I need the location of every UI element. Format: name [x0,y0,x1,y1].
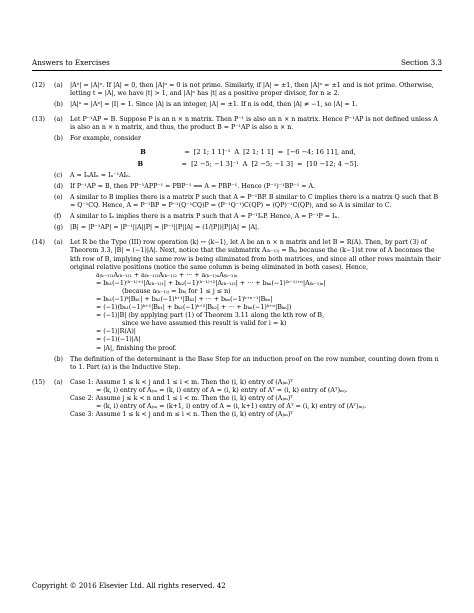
exercise-number: (13) [32,116,45,124]
derivation-line: (because a₍ₖ₋₁₎ⱼ = bₖⱼ for 1 ≤ j ≤ n) [122,287,231,295]
derivation-line: since we have assumed this result is valid for i = k) [122,320,287,328]
part-a: (a) |Aⁿ| = |A|ⁿ. If |A| = 0, then |A|ⁿ = 0 is not prime. Similarly, if |A| = ±1, then |A|ⁿ = ±1 and is not prime. Otherwise, letting t = |A|, we have |t| > 1, and |A|ⁿ has |t| as a positive proper divisor, for n ≥ 2. [54,82,434,98]
part-a: (a) Case 1: Assume 1 ≤ k < j and 1 ≤ i < m. Then the (i, k) entry of (Aⱼₘ)ᵀ = (k, i) entry of Aⱼₘ = (k, i) entry of A = (i, k) entry of Aᵀ = (i, k) entry of (Aᵀ)ₘⱼ. Case 2: Assume j ≤ k < n and 1 ≤ i < m. Then the (i, k) entry of (Aⱼₘ)ᵀ = (k, i) entry of Aⱼₘ = (k+1, i) entry of A = (i, k+1) entry of Aᵀ = (i, k) entry of (Aᵀ)ₘⱼ. Case 3: Assume 1 ≤ k < j and m ≤ i < n. Then the (i, k) entry of (Aⱼₘ)ᵀ [54,379,442,419]
exercise-number: (14) [32,239,45,247]
part-c: (c) A = IₙAIₙ = Iₙ⁻¹AIₙ. [54,171,131,179]
case-line: = (k, i) entry of Aⱼₘ = (k, i) entry of A = (i, k) entry of Aᵀ = (i, k) entry of (Aᵀ)ₘⱼ. [96,386,348,394]
content [32,82,442,426]
page-header [32,58,442,67]
part-g: (g) |B| = |P⁻¹AP| = |P⁻¹||A||P| = |P⁻¹||P||A| = (1/|P|)|P||A| = |A|. [54,224,260,232]
part-b: (b) The definition of the determinant is the Base Step for an induction proof on the row number, counting down from n to 1. Part (a) is the Inductive Step. [54,355,439,371]
derivation-line: = (−1)|B| (by applying part (1) of Theorem 3.11 along the kth row of B, [96,312,325,320]
exercise-13 [32,116,442,235]
derivation-line: = bₖ₁(−1)⁽ᵏ⁻¹⁾⁺¹|A₍ₖ₋₁₎₁| + bₖ₂(−1)⁽ᵏ⁻¹⁾⁺²|A₍ₖ₋₁₎₂| + ··· + bₖₙ(−1)⁽ᵏ⁻¹⁾⁺ⁿ|A₍ₖ₋₁₎ₙ| [96,279,326,287]
part-d: (d) If P⁻¹AP = B, then PP⁻¹APP⁻¹ = PBP⁻¹ ⟹ A = PBP⁻¹. Hence (P⁻¹)⁻¹BP⁻¹ = A. [54,182,316,190]
matrix-equation-1: B = [2 1; 1 1]⁻¹ A [2 1; 1 1] = [−6 −4; 16 11] , and, [140,147,356,156]
part-b: (b) For example, consider [54,135,141,143]
matrix-equation-2: B = [2 −5; −1 3]⁻¹ A [2 −5; −1 3] = [10 −12; 4 −5] . [137,159,359,168]
case-line: Case 1: Assume 1 ≤ k < j and 1 ≤ i < m. Then the (i, k) entry of (Aⱼₘ)ᵀ [70,378,293,386]
derivation-line: a₍ₖ₋₁₎₁A₍ₖ₋₁₎₁ + a₍ₖ₋₁₎₂A₍ₖ₋₁₎₂ + ··· + a₍ₖ₋₁₎ₙA₍ₖ₋₁₎ₙ [96,271,238,279]
part-b: (b) |A|ⁿ = |Aⁿ| = |I| = 1. Since |A| is an integer, |A| = ±1. If n is odd, then |A| ≠ −1, so |A| = 1. [54,101,358,109]
part-a: (a) Let P⁻¹AP = B. Suppose P is an n × n matrix. Then P⁻¹ is also an n × n matrix. Hence P⁻¹AP is not defined unless A is also an n × n matrix, and thus, the product B = P⁻¹AP is also n × n. [54,116,438,132]
part-e: (e) A similar to B implies there is a matrix P such that A = P⁻¹BP. B similar to C implies there is a matrix Q such that B = Q⁻¹CQ. Hence, A = P⁻¹BP = P⁻¹(Q⁻¹CQ)P = (P⁻¹Q⁻¹)C(QP) = (QP)⁻¹C(QP), and so A is similar to C. [54,193,439,210]
case-line: Case 2: Assume j ≤ k < n and 1 ≤ i < m. Then the (i, k) entry of (Aⱼₘ)ᵀ [70,395,293,402]
exercise-12 [32,82,442,112]
exercise-number: (15) [32,378,45,386]
exercise-15 [32,379,442,422]
part-a: (a) Let R be the Type (III) row operation ⟨k⟩ ↔ ⟨k−1⟩, let A be an n × n matrix and let B = R(A). Then, by part (3) of Theorem 3.3, |B| = (−1)|A|. Next, notice that the submatrix A₍ₖ₋₁₎ⱼ = Bₖⱼ because the (k−1)st row of A becomes the kth row of B, implying the same row is being eliminated from both matrices, and since all other rows maintain their original relative positions (notice the same column is being eliminated in both cases). Hence, a₍ₖ₋₁₎₁A₍ₖ₋₁₎₁ + a₍ₖ₋₁₎₂A₍ₖ₋₁₎₂ + ··· + a₍ₖ₋₁₎ₙA₍ₖ₋₁₎ₙ = bₖ₁(−1)⁽ᵏ⁻¹⁾⁺¹|A₍ₖ₋₁₎₁| + bₖ₂(−1)⁽ᵏ⁻¹⁾⁺²|A₍ₖ₋₁₎₂| + ··· + bₖₙ(−1)⁽ᵏ⁻¹⁾⁺ⁿ|A₍ₖ₋₁₎ₙ| (because a₍ₖ₋₁₎ⱼ = bₖⱼ for 1 ≤ j ≤ n) = bₖ₁(−1)ᵏ|Bₖ₁| + bₖ₂(−1)ᵏ⁺¹|Bₖ₂| + ··· + bₖₙ(−1)ᵏ⁺ⁿ⁻¹|Bₖₙ| = (−1)(bₖ₁(−1)ᵏ⁺¹|Bₖ₁| + bₖ₂(−1)ᵏ⁺²|Bₖ₂| + ··· + bₖₙ(−1)ᵏ⁺ⁿ|Bₖₙ|) = (−1)|B| (by applying part (1) of Theorem 3.11 along the kth row of B, since we have assumed this result is valid for i = k) = (−1)|R(A)| = (−1)(−1)|A| = |A|, finishing the proof. [54,239,441,352]
derivation-line: = (−1)(bₖ₁(−1)ᵏ⁺¹|Bₖ₁| + bₖ₂(−1)ᵏ⁺²|Bₖ₂| + ··· + bₖₙ(−1)ᵏ⁺ⁿ|Bₖₙ|) [96,304,292,312]
exercise-14 [32,239,442,375]
part-f: (f) A similar to Iₙ implies there is a matrix P such that A = P⁻¹IₙP. Hence, A = P⁻¹P = Iₙ. [54,213,340,221]
case-line: = (k, i) entry of Aⱼₘ = (k+1, i) entry of A = (i, k+1) entry of Aᵀ = (i, k) entry of (Aᵀ)ₘⱼ. [96,403,367,411]
exercise-number: (12) [32,82,45,89]
derivation-line: = bₖ₁(−1)ᵏ|Bₖ₁| + bₖ₂(−1)ᵏ⁺¹|Bₖ₂| + ··· + bₖₙ(−1)ᵏ⁺ⁿ⁻¹|Bₖₙ| [96,295,273,303]
derivation-line: = (−1)(−1)|A| [96,336,141,344]
derivation-line: = (−1)|R(A)| [96,328,136,336]
header-right: Section 3.3 [400,58,442,67]
page-footer: Copyright © 2016 Elsevier Ltd. All rights reserved. 42 [32,582,226,590]
derivation-line: = |A|, finishing the proof. [96,344,177,352]
derivation [70,272,442,353]
header-rule [32,70,442,71]
case-line: Case 3: Assume 1 ≤ k < j and m ≤ i < n. Then the (i, k) entry of (Aⱼₘ)ᵀ [70,411,293,419]
header-left: Answers to Exercises [32,58,110,67]
